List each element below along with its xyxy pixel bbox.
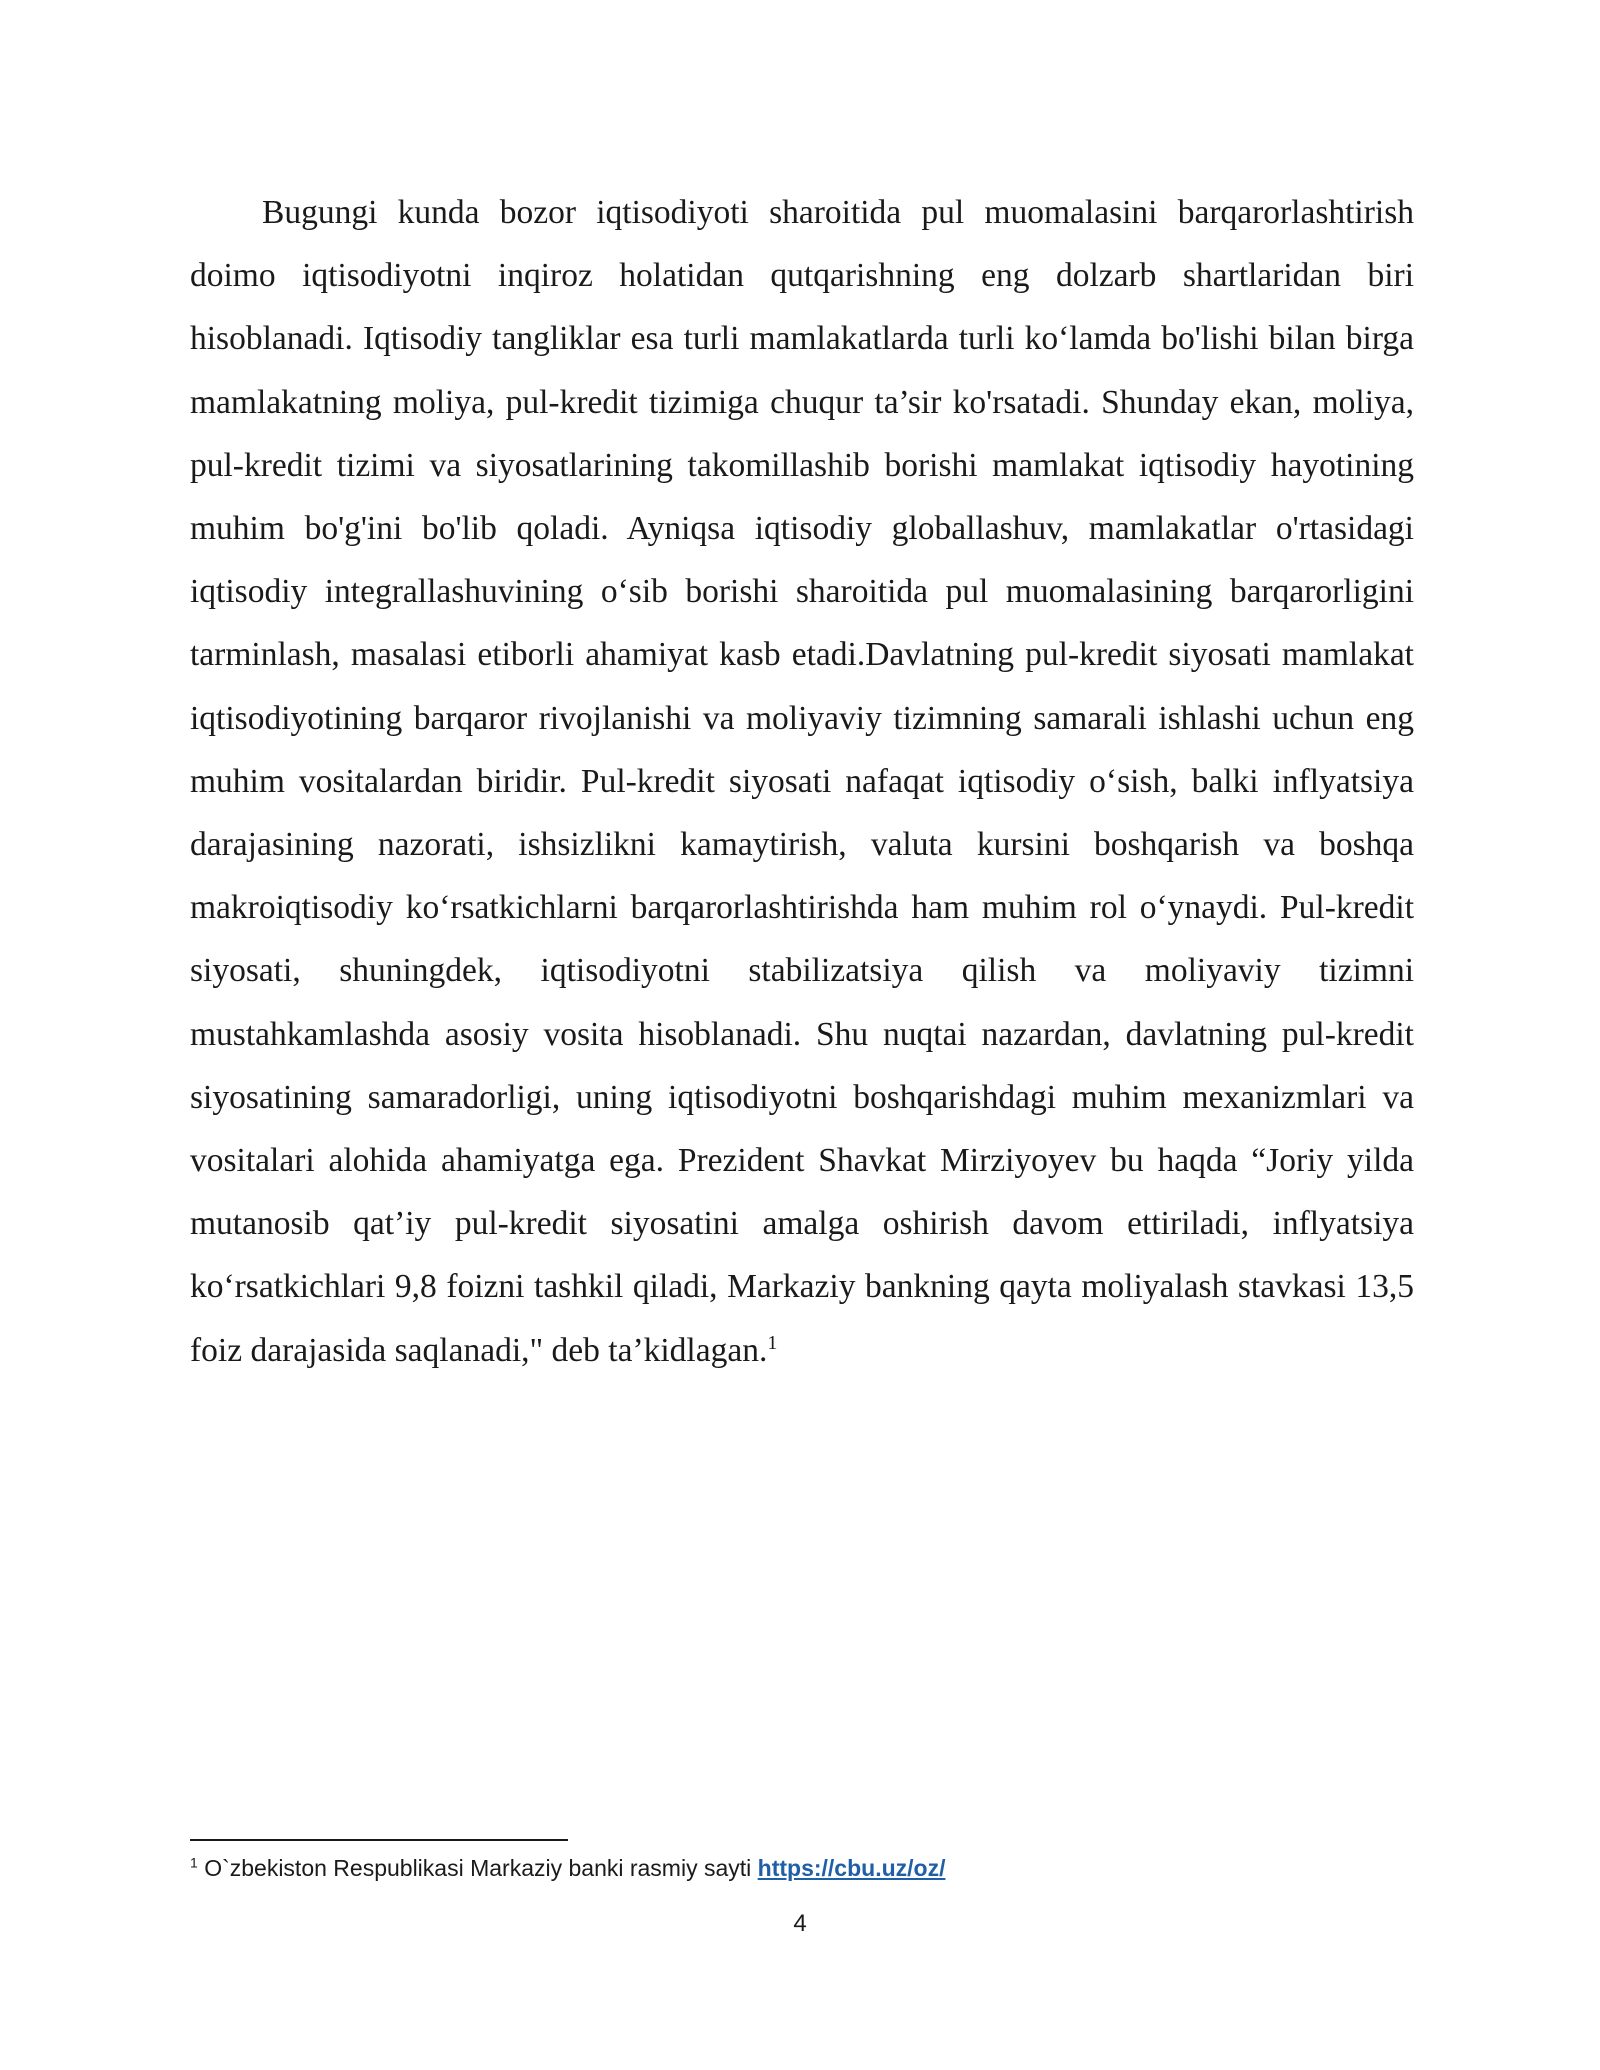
footnote bbox=[190, 1851, 1414, 1885]
body-paragraph bbox=[190, 181, 1414, 1382]
footnote-text: O`zbekiston Respublikasi Markaziy banki rasmiy sayti bbox=[204, 1855, 758, 1881]
footnote-link[interactable]: https://cbu.uz/oz/ bbox=[757, 1855, 946, 1881]
footnote-separator bbox=[190, 1839, 568, 1841]
footnote-number: 1 bbox=[190, 1854, 198, 1871]
paragraph-text: Bugungi kunda bozor iqtisodiyoti sharoitida pul muomalasini barqarorlashtirish doimo iqtisodiyotni inqiroz holatidan qutqarishning eng dolzarb shartlaridan biri hisoblanadi. Iqtisodiy tangliklar esa turli mamlakatlarda turli koʻlamda bo'lishi bilan birga mamlakatning moliya, pul-kredit tizimiga chuqur ta’sir ko'rsatadi. Shunday ekan, moliya, pul-kredit tizimi va siyosatlarining takomillashib borishi mamlakat iqtisodiy hayotining muhim bo'g'ini bo'lib qoladi. Ayniqsa iqtisodiy globallashuv, mamlakatlar o'rtasidagi iqtisodiy integrallashuvining oʻsib borishi sharoitida pul muomalasining barqarorligini tarminlash, masalasi etiborli ahamiyat kasb etadi.Davlatning pul-kredit siyosati mamlakat iqtisodiyotining barqaror rivojlanishi va moliyaviy tizimning samarali ishlashi uchun eng muhim vositalardan biridir. Pul-kredit siyosati nafaqat iqtisodiy oʻsish, balki inflyatsiya darajasining nazorati, ishsizlikni kamaytirish, valuta kursini boshqarish va boshqa makroiqtisodiy koʻrsatkichlarni barqarorlashtirishda ham muhim rol oʻynaydi. Pul-kredit siyosati, shuningdek, iqtisodiyotni stabilizatsiya qilish va moliyaviy tizimni mustahkamlashda asosiy vosita hisoblanadi. Shu nuqtai nazardan, davlatning pul-kredit siyosatining samaradorligi, uning iqtisodiyotni boshqarishdagi muhim mexanizmlari va vositalari alohida ahamiyatga ega. Prezident Shavkat Mirziyoyev bu haqda “Joriy yilda mutanosib qat’iy pul-kredit siyosatini amalga oshirish davom ettiriladi, inflyatsiya koʻrsatkichlari 9,8 foizni tashkil qiladi, Markaziy bankning qayta moliyalash stavkasi 13,5 foiz darajasida saqlanadi," deb ta’kidlagan. bbox=[190, 194, 1414, 1369]
footnote-reference[interactable]: 1 bbox=[767, 1331, 778, 1354]
page-number: 4 bbox=[793, 1910, 807, 1937]
